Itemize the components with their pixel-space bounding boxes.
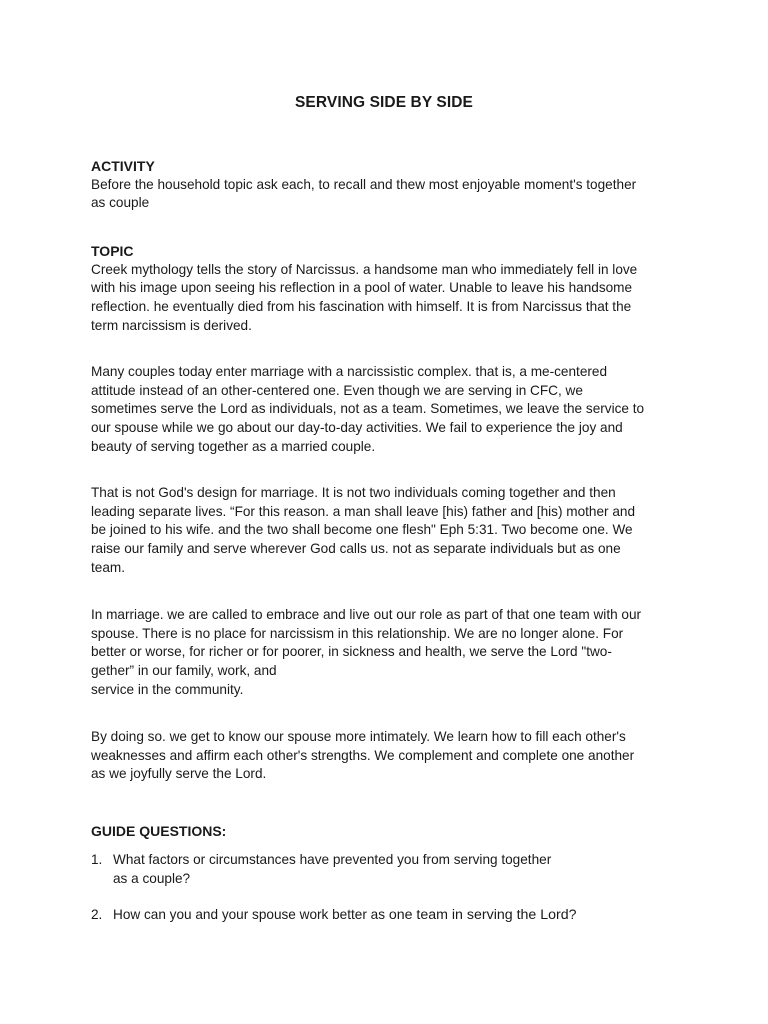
topic-paragraph-line: term narcissism is derived. bbox=[91, 317, 252, 333]
question-number: 2. bbox=[91, 907, 103, 922]
topic-paragraph-line: That is not God's design for marriage. It is not two individuals coming together and then bbox=[91, 485, 616, 500]
topic-paragraph-line: leading separate lives. “For this reason. a man shall leave [his) father and [his) mother and bbox=[91, 503, 636, 519]
question-text-line: as a couple? bbox=[113, 870, 191, 886]
question-text-line: What factors or circumstances have prevented you from serving together bbox=[113, 852, 552, 867]
guide-question bbox=[91, 851, 691, 891]
topic-paragraph-line: service in the community. bbox=[91, 681, 244, 697]
topic-paragraph-line: raise our family and serve wherever God calls us. not as separate individuals but as one bbox=[91, 541, 621, 557]
question-text-part: How can you and your spouse work better as bbox=[113, 907, 389, 922]
topic-paragraph-line: attitude instead of an other-centered one. Even though we are serving in CFC, we bbox=[91, 382, 583, 398]
document-title: SERVING SIDE BY SIDE bbox=[294, 94, 473, 111]
activity-line: Before the household topic ask each, to recall and thew most enjoyable moment's together bbox=[91, 176, 637, 192]
topic-paragraph bbox=[91, 484, 691, 578]
question-text-line bbox=[113, 906, 577, 925]
topic-paragraph-line: reflection. he eventually died from his fascination with himself. It is from Narcissus that the bbox=[91, 299, 632, 315]
topic-paragraph-line: team. bbox=[91, 559, 125, 575]
topic-paragraph bbox=[91, 728, 691, 784]
topic-paragraph-line: By doing so. we get to know our spouse more intimately. We learn how to fill each other's bbox=[91, 729, 626, 744]
topic-section bbox=[91, 242, 691, 336]
topic-paragraph-line: sometimes serve the Lord as individuals, not as a team. Sometimes, we leave the service to bbox=[91, 401, 645, 417]
topic-paragraph-line: as we joyfully serve the Lord. bbox=[91, 766, 267, 782]
activity-line: as couple bbox=[91, 195, 150, 211]
topic-paragraph-line: spouse. There is no place for narcissism in this relationship. We are no longer alone. For bbox=[91, 625, 624, 641]
activity-section bbox=[91, 157, 691, 213]
topic-paragraph bbox=[91, 606, 691, 700]
topic-heading: TOPIC bbox=[91, 243, 134, 259]
guide-questions-section bbox=[91, 822, 691, 841]
topic-paragraph-line: Many couples today enter marriage with a narcissistic complex. that is, a me-centered bbox=[91, 364, 608, 379]
topic-paragraph-line: In marriage. we are called to embrace and live out our role as part of that one team with our bbox=[91, 607, 642, 622]
topic-paragraph-line: be joined to his wife. and the two shall become one flesh" Eph 5:31. Two become one. We bbox=[91, 522, 633, 538]
topic-paragraph-line: our spouse while we go about our day-to-day activities. We fail to experience the joy and bbox=[91, 420, 623, 436]
guide-questions-heading: GUIDE QUESTIONS: bbox=[91, 823, 227, 839]
topic-paragraph-line: weaknesses and affirm each other's strengths. We complement and complete one another bbox=[91, 747, 635, 763]
topic-paragraph bbox=[91, 363, 691, 457]
topic-paragraph-line: with his image upon seeing his reflection in a pool of water. Unable to leave his handsome bbox=[91, 280, 633, 296]
topic-paragraph-line: gether” in our family, work, and bbox=[91, 663, 277, 679]
question-text-part: one team in serving the Lord? bbox=[388, 907, 577, 923]
question-number: 1. bbox=[91, 852, 103, 867]
topic-paragraph-line: better or worse, for richer or for poorer, in sickness and health, we serve the Lord "two- bbox=[91, 644, 612, 660]
activity-heading: ACTIVITY bbox=[91, 158, 155, 174]
topic-paragraph-line: beauty of serving together as a married couple. bbox=[91, 438, 376, 454]
topic-paragraph-line: Creek mythology tells the story of Narcissus. a handsome man who immediately fell in love bbox=[91, 261, 638, 277]
guide-question bbox=[91, 906, 691, 928]
